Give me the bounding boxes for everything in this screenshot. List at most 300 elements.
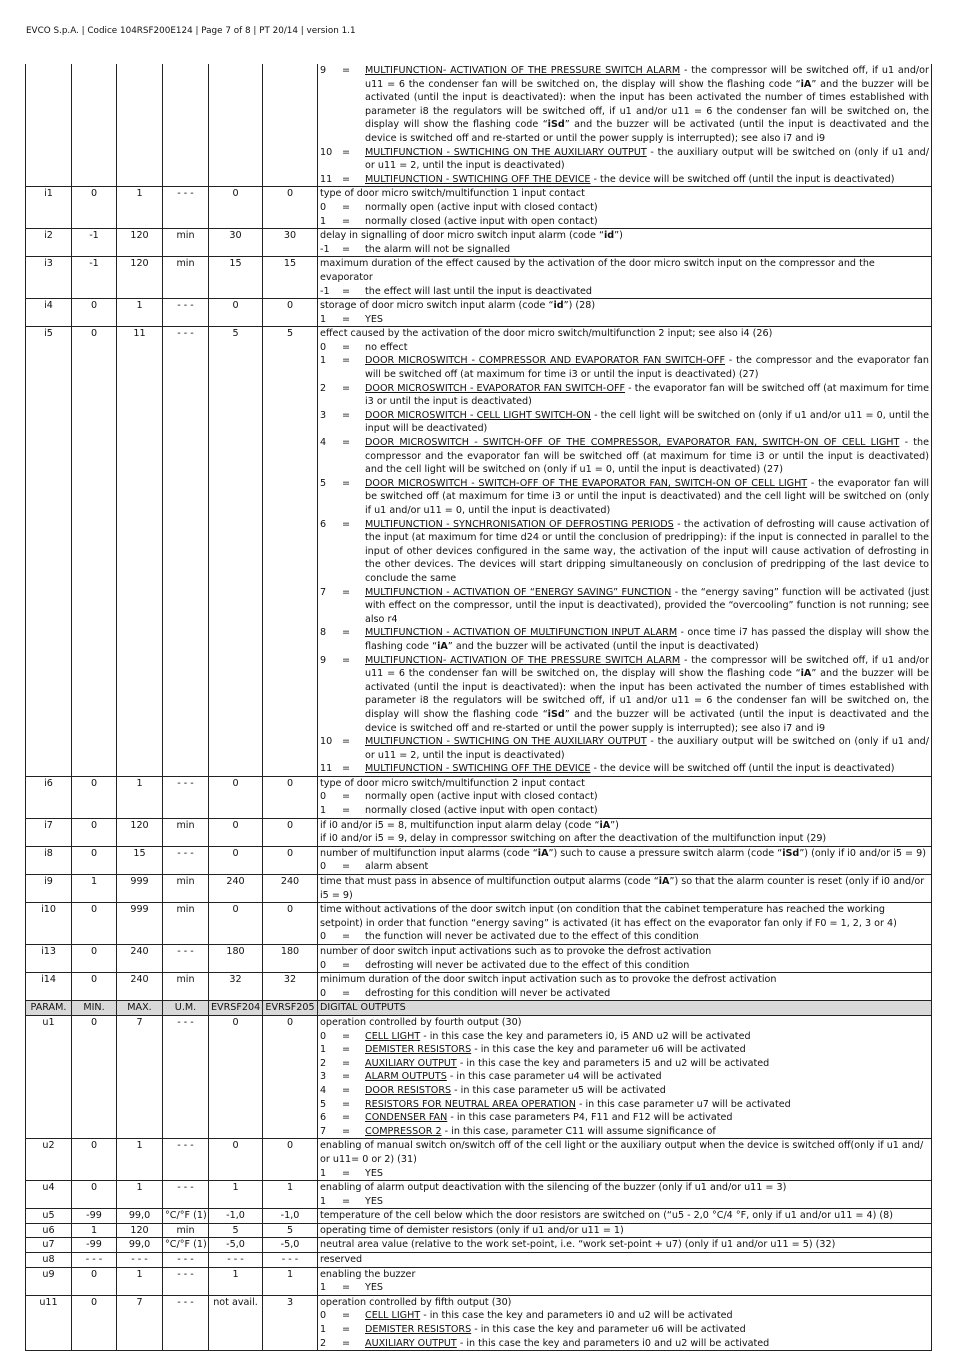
description-line: maximum duration of the effect caused by the activation of the door micro switch input on the compressor and the evaporator bbox=[320, 258, 875, 283]
option-number: 2 bbox=[320, 1057, 327, 1069]
description-cell bbox=[318, 973, 932, 1001]
option-equals: = bbox=[342, 341, 351, 353]
evrsf204-cell: -5,0 bbox=[209, 1238, 263, 1253]
parameter-row bbox=[26, 973, 932, 1001]
option-equals: = bbox=[342, 215, 351, 227]
evrsf204-cell: 0 bbox=[209, 299, 263, 327]
option-equals: = bbox=[342, 861, 351, 873]
param-cell: u11 bbox=[26, 1295, 72, 1350]
option-text: alarm absent bbox=[365, 861, 429, 873]
evrsf204-cell: 0 bbox=[209, 903, 263, 945]
param-cell: i1 bbox=[26, 187, 72, 229]
description-line: time that must pass in absence of multifunction output alarms (code “iA”) so that the alarm counter is reset (only if i0 and/or i5 = 9) bbox=[320, 876, 925, 901]
description-line: delay in signalling of door micro switch input alarm (code “id”) bbox=[320, 230, 623, 242]
option-number: 1 bbox=[320, 355, 327, 367]
description-line: operating time of demister resistors (only if u1 and/or u11 = 1) bbox=[320, 1224, 624, 1236]
option-equals: = bbox=[342, 409, 351, 421]
description-cell bbox=[318, 1181, 932, 1209]
min-cell: 0 bbox=[72, 1295, 117, 1350]
param-cell: i10 bbox=[26, 903, 72, 945]
min-cell: 0 bbox=[72, 1015, 117, 1138]
option-text: MULTIFUNCTION - ACTIVATION OF MULTIFUNCTION INPUT ALARM - once time i7 has passed the display will show the flashing code “iA” and the buzzer will be activated (until the input is deactivated) bbox=[365, 627, 929, 652]
column-header-row bbox=[26, 1001, 932, 1016]
option-number: 0 bbox=[320, 959, 327, 971]
option-number: 0 bbox=[320, 861, 327, 873]
evrsf205-cell: 180 bbox=[263, 945, 318, 973]
param-cell: u5 bbox=[26, 1209, 72, 1224]
option-equals: = bbox=[342, 1044, 351, 1056]
option-text: RESISTORS FOR NEUTRAL AREA OPERATION - in this case parameter u7 will be activated bbox=[365, 1098, 791, 1110]
unit-cell: - - - bbox=[163, 1267, 209, 1295]
evrsf204-cell: 0 bbox=[209, 776, 263, 818]
option-number: 8 bbox=[320, 627, 327, 639]
option-text: the function will never be activated due to the effect of this condition bbox=[365, 931, 699, 943]
description-line: time without activations of the door switch input (on condition that the cabinet temperature has reached the working setpoint) in order that function “energy saving” is activated (it has effect on the evaporator fan only if F0 = 1, 2, 3 or 4) bbox=[320, 904, 897, 929]
option-text: DOOR MICROSWITCH - COMPRESSOR AND EVAPORATOR FAN SWITCH-OFF - the compressor and the evaporator fan will be switched off (at maximum for time i3 or until the input is deactivated) (27) bbox=[365, 355, 929, 381]
option-equals: = bbox=[342, 173, 351, 185]
min-cell bbox=[72, 64, 117, 187]
param-cell: i5 bbox=[26, 327, 72, 777]
option-number: 7 bbox=[320, 586, 327, 598]
parameter-row bbox=[26, 1295, 932, 1350]
parameter-row bbox=[26, 903, 932, 945]
option-text: DEMISTER RESISTORS - in this case the key and parameter u6 will be activated bbox=[365, 1044, 746, 1056]
option-equals: = bbox=[342, 1167, 351, 1179]
evrsf204-cell: 0 bbox=[209, 187, 263, 229]
option-equals: = bbox=[342, 1125, 351, 1137]
unit-cell: - - - bbox=[163, 1181, 209, 1209]
evrsf204-cell: 1 bbox=[209, 1181, 263, 1209]
parameter-row bbox=[26, 1015, 932, 1138]
option-line bbox=[320, 1309, 929, 1323]
max-cell: 15 bbox=[117, 846, 163, 874]
unit-cell: min bbox=[163, 229, 209, 257]
evrsf204-cell: 30 bbox=[209, 229, 263, 257]
option-text: the alarm will not be signalled bbox=[365, 243, 511, 255]
unit-cell: °C/°F (1) bbox=[163, 1209, 209, 1224]
evrsf205-cell: -1,0 bbox=[263, 1209, 318, 1224]
description-line: operation controlled by fourth output (30) bbox=[320, 1016, 522, 1028]
description-line: type of door micro switch/multifunction 1 input contact bbox=[320, 188, 585, 200]
description-cell bbox=[318, 1238, 932, 1253]
min-cell: 1 bbox=[72, 1223, 117, 1238]
option-equals: = bbox=[342, 1112, 351, 1124]
option-text: AUXILIARY OUTPUT - in this case the key and parameters i0 and u2 will be activated bbox=[365, 1337, 770, 1349]
option-line bbox=[320, 1084, 929, 1098]
option-text: MULTIFUNCTION - SYNCHRONISATION OF DEFROSTING PERIODS - the activation of defrosting will cause activation of the input (at maximum for time d24 or until the conclusion of predripping): if the input is connected in parallel to the input of other devices configured in the same way, the activation of the input will cause activation of defrosting in the other devices. The devices will start dripping simultaneously on conclusion of predripping of the last device to conclude the same bbox=[365, 518, 929, 584]
unit-cell: min bbox=[163, 818, 209, 846]
option-number: 1 bbox=[320, 1167, 327, 1179]
unit-cell: - - - bbox=[163, 776, 209, 818]
parameter-row bbox=[26, 1181, 932, 1209]
max-cell: 1 bbox=[117, 1139, 163, 1181]
option-line bbox=[320, 1043, 929, 1057]
option-equals: = bbox=[342, 736, 351, 748]
parameter-row bbox=[26, 1238, 932, 1253]
evrsf205-cell: 0 bbox=[263, 818, 318, 846]
option-line bbox=[320, 987, 929, 1001]
option-line bbox=[320, 1195, 929, 1209]
parameter-row bbox=[26, 875, 932, 903]
evrsf205-cell: 0 bbox=[263, 776, 318, 818]
page-header: EVCO S.p.A. | Codice 104RSF200E124 | Page 7 of 8 | PT 20/14 | version 1.1 bbox=[26, 26, 356, 36]
max-cell: 1 bbox=[117, 187, 163, 229]
description-line: temperature of the cell below which the door resistors are switched on (“u5 - 2,0 °C/4 °F, only if u1 and/or u11 = 4) (8) bbox=[320, 1210, 893, 1222]
parameter-row bbox=[26, 945, 932, 973]
unit-cell: min bbox=[163, 903, 209, 945]
column-header: PARAM. bbox=[26, 1001, 72, 1016]
option-line bbox=[320, 146, 929, 173]
unit-cell: - - - bbox=[163, 327, 209, 777]
option-line bbox=[320, 790, 929, 804]
description-cell bbox=[318, 846, 932, 874]
option-text: CELL LIGHT - in this case the key and parameters i0 and u2 will be activated bbox=[365, 1310, 733, 1322]
option-text: YES bbox=[365, 1195, 384, 1207]
unit-cell: min bbox=[163, 1223, 209, 1238]
option-text: defrosting for this condition will never be activated bbox=[365, 987, 611, 999]
max-cell: 1 bbox=[117, 299, 163, 327]
option-number: 0 bbox=[320, 1030, 327, 1042]
option-text: DEMISTER RESISTORS - in this case the key and parameter u6 will be activated bbox=[365, 1324, 746, 1336]
param-cell: u1 bbox=[26, 1015, 72, 1138]
parameter-row bbox=[26, 846, 932, 874]
option-text: normally open (active input with closed contact) bbox=[365, 791, 598, 803]
unit-cell: - - - bbox=[163, 1253, 209, 1268]
option-text: MULTIFUNCTION - SWTICHING OFF THE DEVICE - the device will be switched off (until the input is deactivated) bbox=[365, 763, 895, 775]
description-line: operation controlled by fifth output (30) bbox=[320, 1296, 512, 1308]
evrsf205-cell: 30 bbox=[263, 229, 318, 257]
option-number: 11 bbox=[320, 173, 333, 185]
max-cell: 11 bbox=[117, 327, 163, 777]
param-cell: u2 bbox=[26, 1139, 72, 1181]
option-number: 0 bbox=[320, 341, 327, 353]
option-line bbox=[320, 1125, 929, 1139]
param-cell: i2 bbox=[26, 229, 72, 257]
option-number: 0 bbox=[320, 201, 327, 213]
param-cell bbox=[26, 64, 72, 187]
description-line: neutral area value (relative to the work set-point, i.e. “work set-point + u7) (only if u1 and/or u11 = 5) (32) bbox=[320, 1239, 836, 1251]
option-number: 5 bbox=[320, 1098, 327, 1110]
param-cell: i8 bbox=[26, 846, 72, 874]
option-equals: = bbox=[342, 355, 351, 367]
option-text: YES bbox=[365, 1282, 384, 1294]
option-line bbox=[320, 735, 929, 762]
option-equals: = bbox=[342, 1030, 351, 1042]
description-cell bbox=[318, 818, 932, 846]
option-line bbox=[320, 382, 929, 409]
max-cell: 7 bbox=[117, 1015, 163, 1138]
description-line: minimum duration of the door switch input activation such as to provoke the defrost activation bbox=[320, 974, 777, 986]
option-number: -1 bbox=[320, 243, 330, 255]
min-cell: -99 bbox=[72, 1238, 117, 1253]
option-number: 1 bbox=[320, 215, 327, 227]
option-number: 9 bbox=[320, 654, 327, 666]
max-cell: 999 bbox=[117, 875, 163, 903]
option-equals: = bbox=[342, 65, 351, 76]
param-cell: i14 bbox=[26, 973, 72, 1001]
min-cell: -1 bbox=[72, 229, 117, 257]
evrsf205-cell: 0 bbox=[263, 1139, 318, 1181]
option-line bbox=[320, 341, 929, 355]
evrsf205-cell bbox=[263, 64, 318, 187]
unit-cell: min bbox=[163, 257, 209, 299]
option-text: CELL LIGHT - in this case the key and parameters i0, i5 AND u2 will be activated bbox=[365, 1030, 751, 1042]
description-cell bbox=[318, 1139, 932, 1181]
option-equals: = bbox=[342, 959, 351, 971]
option-line bbox=[320, 1070, 929, 1084]
parameter-row bbox=[26, 187, 932, 229]
evrsf204-cell: 5 bbox=[209, 327, 263, 777]
evrsf204-cell: 0 bbox=[209, 1015, 263, 1138]
evrsf205-cell: 0 bbox=[263, 846, 318, 874]
min-cell: -99 bbox=[72, 1209, 117, 1224]
evrsf205-cell: - - - bbox=[263, 1253, 318, 1268]
option-line bbox=[320, 654, 929, 736]
param-cell: i3 bbox=[26, 257, 72, 299]
option-text: normally open (active input with closed contact) bbox=[365, 201, 598, 213]
description-line: if i0 and/or i5 = 8, multifunction input alarm delay (code “iA”) bbox=[320, 819, 619, 831]
unit-cell: - - - bbox=[163, 945, 209, 973]
description-line: storage of door micro switch input alarm (code “id”) (28) bbox=[320, 300, 596, 312]
param-cell: i7 bbox=[26, 818, 72, 846]
option-number: 3 bbox=[320, 1071, 327, 1083]
option-equals: = bbox=[342, 201, 351, 213]
param-cell: u4 bbox=[26, 1181, 72, 1209]
option-equals: = bbox=[342, 586, 351, 598]
option-number: 6 bbox=[320, 518, 327, 530]
evrsf205-cell: 240 bbox=[263, 875, 318, 903]
option-line bbox=[320, 215, 929, 229]
parameter-row bbox=[26, 327, 932, 777]
option-line bbox=[320, 313, 929, 327]
option-number: 3 bbox=[320, 409, 327, 421]
min-cell: 0 bbox=[72, 973, 117, 1001]
param-cell: u9 bbox=[26, 1267, 72, 1295]
max-cell bbox=[117, 64, 163, 187]
evrsf205-cell: 5 bbox=[263, 1223, 318, 1238]
option-equals: = bbox=[342, 627, 351, 639]
option-number: 1 bbox=[320, 805, 327, 817]
option-equals: = bbox=[342, 654, 351, 666]
option-number: 10 bbox=[320, 146, 333, 158]
min-cell: - - - bbox=[72, 1253, 117, 1268]
description-cell bbox=[318, 1267, 932, 1295]
option-text: MULTIFUNCTION - ACTIVATION OF “ENERGY SAVING” FUNCTION - the “energy saving” function will be activated (just with effect on the compressor, until the input is deactivated), provided the “overcooling” function is not running; see also r4 bbox=[365, 586, 929, 625]
option-number: 4 bbox=[320, 1084, 327, 1096]
min-cell: 0 bbox=[72, 945, 117, 973]
max-cell: 1 bbox=[117, 1267, 163, 1295]
option-line bbox=[320, 477, 929, 518]
max-cell: 1 bbox=[117, 1181, 163, 1209]
description-cell bbox=[318, 299, 932, 327]
option-equals: = bbox=[342, 763, 351, 775]
option-number: -1 bbox=[320, 285, 330, 297]
min-cell: 0 bbox=[72, 846, 117, 874]
option-equals: = bbox=[342, 1195, 351, 1207]
option-number: 6 bbox=[320, 1112, 327, 1124]
option-equals: = bbox=[342, 987, 351, 999]
min-cell: 0 bbox=[72, 327, 117, 777]
unit-cell: - - - bbox=[163, 846, 209, 874]
param-cell: u7 bbox=[26, 1238, 72, 1253]
option-line bbox=[320, 64, 929, 146]
option-text: MULTIFUNCTION - SWTICHING ON THE AUXILIARY OUTPUT - the auxiliary output will be switched on (only if u1 and/ or u11 = 2, until the input is deactivated) bbox=[365, 736, 930, 761]
option-line bbox=[320, 518, 929, 586]
parameter-row bbox=[26, 64, 932, 187]
parameter-row bbox=[26, 1267, 932, 1295]
unit-cell: min bbox=[163, 973, 209, 1001]
evrsf204-cell: 1 bbox=[209, 1267, 263, 1295]
max-cell: - - - bbox=[117, 1253, 163, 1268]
option-line bbox=[320, 1167, 929, 1181]
evrsf204-cell: - - - bbox=[209, 1253, 263, 1268]
option-line bbox=[320, 804, 929, 818]
option-text: YES bbox=[365, 313, 384, 325]
option-line bbox=[320, 1098, 929, 1112]
option-number: 11 bbox=[320, 763, 333, 775]
max-cell: 99,0 bbox=[117, 1209, 163, 1224]
option-line bbox=[320, 1323, 929, 1337]
option-number: 7 bbox=[320, 1125, 327, 1137]
option-text: normally closed (active input with open contact) bbox=[365, 215, 598, 227]
option-line bbox=[320, 860, 929, 874]
evrsf204-cell: 180 bbox=[209, 945, 263, 973]
option-line bbox=[320, 436, 929, 477]
option-equals: = bbox=[342, 791, 351, 803]
option-line bbox=[320, 1337, 929, 1351]
option-line bbox=[320, 762, 929, 776]
option-text: MULTIFUNCTION- ACTIVATION OF THE PRESSURE SWITCH ALARM - the compressor will be switched off, if u1 and/or u11 = 6 the condenser fan will be switched on, the display will show the flashing code “iA” and the buzzer will be activated (until the input is deactivated): when the input has been activated the number of times established with parameter i8 the regulators will be switched off, if u1 and/or u11 = 6 the condenser fan will be switched on, the display will show the flashing code “iSd” and the buzzer will be activated (until the input is deactivated and the device is switched off and re-started or until the power supply is interrupted); see also i7 and i9 bbox=[365, 654, 930, 734]
evrsf205-cell: 1 bbox=[263, 1181, 318, 1209]
param-cell: i9 bbox=[26, 875, 72, 903]
column-header: EVRSF204 bbox=[209, 1001, 263, 1016]
option-equals: = bbox=[342, 1337, 351, 1349]
option-number: 1 bbox=[320, 1044, 327, 1056]
param-cell: i4 bbox=[26, 299, 72, 327]
unit-cell: - - - bbox=[163, 1295, 209, 1350]
evrsf205-cell: -5,0 bbox=[263, 1238, 318, 1253]
evrsf204-cell: 240 bbox=[209, 875, 263, 903]
option-line bbox=[320, 354, 929, 381]
option-number: 1 bbox=[320, 313, 327, 325]
evrsf204-cell: 0 bbox=[209, 818, 263, 846]
min-cell: 0 bbox=[72, 187, 117, 229]
description-line: enabling the buzzer bbox=[320, 1268, 416, 1280]
max-cell: 240 bbox=[117, 973, 163, 1001]
max-cell: 120 bbox=[117, 818, 163, 846]
option-number: 1 bbox=[320, 1195, 327, 1207]
param-cell: i6 bbox=[26, 776, 72, 818]
evrsf205-cell: 0 bbox=[263, 187, 318, 229]
description-line: number of multifunction input alarms (code “iA”) such to cause a pressure switch alarm (code “iSd”) (only if i0 and/or i5 = 9) bbox=[320, 847, 926, 859]
max-cell: 120 bbox=[117, 229, 163, 257]
option-equals: = bbox=[342, 1310, 351, 1322]
option-number: 0 bbox=[320, 931, 327, 943]
param-cell: i13 bbox=[26, 945, 72, 973]
parameter-row bbox=[26, 1209, 932, 1224]
parameter-row bbox=[26, 1253, 932, 1268]
option-equals: = bbox=[342, 805, 351, 817]
evrsf205-cell: 5 bbox=[263, 327, 318, 777]
description-cell bbox=[318, 1253, 932, 1268]
max-cell: 120 bbox=[117, 1223, 163, 1238]
unit-cell: °C/°F (1) bbox=[163, 1238, 209, 1253]
unit-cell: min bbox=[163, 875, 209, 903]
min-cell: 0 bbox=[72, 1139, 117, 1181]
parameter-row bbox=[26, 299, 932, 327]
option-text: MULTIFUNCTION - SWTICHING OFF THE DEVICE - the device will be switched off (until the input is deactivated) bbox=[365, 173, 895, 185]
unit-cell: - - - bbox=[163, 187, 209, 229]
option-equals: = bbox=[342, 1324, 351, 1336]
min-cell: 1 bbox=[72, 875, 117, 903]
unit-cell: - - - bbox=[163, 1139, 209, 1181]
option-text: the effect will last until the input is deactivated bbox=[365, 285, 592, 297]
column-header: U.M. bbox=[163, 1001, 209, 1016]
min-cell: 0 bbox=[72, 1181, 117, 1209]
evrsf204-cell: 0 bbox=[209, 846, 263, 874]
description-line: number of door switch input activations such as to provoke the defrost activation bbox=[320, 946, 712, 957]
unit-cell bbox=[163, 64, 209, 187]
option-equals: = bbox=[342, 1098, 351, 1110]
parameter-table bbox=[25, 64, 932, 1351]
max-cell: 7 bbox=[117, 1295, 163, 1350]
evrsf205-cell: 0 bbox=[263, 299, 318, 327]
min-cell: 0 bbox=[72, 903, 117, 945]
max-cell: 999 bbox=[117, 903, 163, 945]
option-text: AUXILIARY OUTPUT - in this case the key and parameters i5 and u2 will be activated bbox=[365, 1057, 770, 1069]
option-text: MULTIFUNCTION- ACTIVATION OF THE PRESSURE SWITCH ALARM - the compressor will be switched off, if u1 and/or u11 = 6 the condenser fan will be switched on, the display will show the flashing code “iA” and the buzzer will be activated (until the input is deactivated): when the input has been activated the number of times established with parameter i8 the regulators will be switched off, if u1 and/or u11 = 6 the condenser fan will be switched on, the display will show the flashing code “iSd” and the buzzer will be activated (until the input is deactivated and the device is switched off and re-started or until the power supply is interrupted); see also i7 and i9 bbox=[365, 65, 930, 144]
description-cell bbox=[318, 1209, 932, 1224]
description-cell bbox=[318, 945, 932, 973]
option-number: 1 bbox=[320, 1282, 327, 1294]
parameter-row bbox=[26, 1223, 932, 1238]
option-equals: = bbox=[342, 1057, 351, 1069]
option-equals: = bbox=[342, 477, 351, 489]
description-line: type of door micro switch/multifunction 2 input contact bbox=[320, 777, 585, 789]
description-cell bbox=[318, 327, 932, 777]
evrsf205-cell: 32 bbox=[263, 973, 318, 1001]
unit-cell: - - - bbox=[163, 1015, 209, 1138]
option-text: ALARM OUTPUTS - in this case parameter u4 will be activated bbox=[365, 1071, 662, 1083]
description-cell bbox=[318, 776, 932, 818]
min-cell: 0 bbox=[72, 299, 117, 327]
evrsf204-cell bbox=[209, 64, 263, 187]
description-cell bbox=[318, 1295, 932, 1350]
option-line bbox=[320, 409, 929, 436]
option-text: DOOR RESISTORS - in this case parameter u5 will be activated bbox=[365, 1084, 666, 1096]
description-cell bbox=[318, 903, 932, 945]
option-line bbox=[320, 1111, 929, 1125]
option-text: YES bbox=[365, 1167, 384, 1179]
option-number: 10 bbox=[320, 736, 333, 748]
max-cell: 99,0 bbox=[117, 1238, 163, 1253]
option-text: DOOR MICROSWITCH - EVAPORATOR FAN SWITCH-OFF - the evaporator fan will be switched off (at maximum for time i3 or until the input is deactivated) bbox=[365, 382, 929, 408]
option-equals: = bbox=[342, 313, 351, 325]
option-equals: = bbox=[342, 382, 351, 394]
option-equals: = bbox=[342, 243, 351, 255]
option-line bbox=[320, 173, 929, 187]
option-number: 0 bbox=[320, 791, 327, 803]
option-line bbox=[320, 959, 929, 973]
option-line bbox=[320, 1057, 929, 1071]
min-cell: 0 bbox=[72, 776, 117, 818]
description-cell bbox=[318, 257, 932, 299]
option-text: DOOR MICROSWITCH - SWITCH-OFF OF THE EVAPORATOR FAN, SWITCH-ON OF CELL LIGHT - the evaporator fan will be switched off (at maximum for time i3 or until the input is deactivated) and the cell light will be switched on (only if u1 and/or u11 = 0, until the input is deactivated) bbox=[365, 477, 930, 516]
option-number: 5 bbox=[320, 477, 327, 489]
option-line bbox=[320, 626, 929, 653]
option-number: 0 bbox=[320, 1310, 327, 1322]
column-header: MIN. bbox=[72, 1001, 117, 1016]
